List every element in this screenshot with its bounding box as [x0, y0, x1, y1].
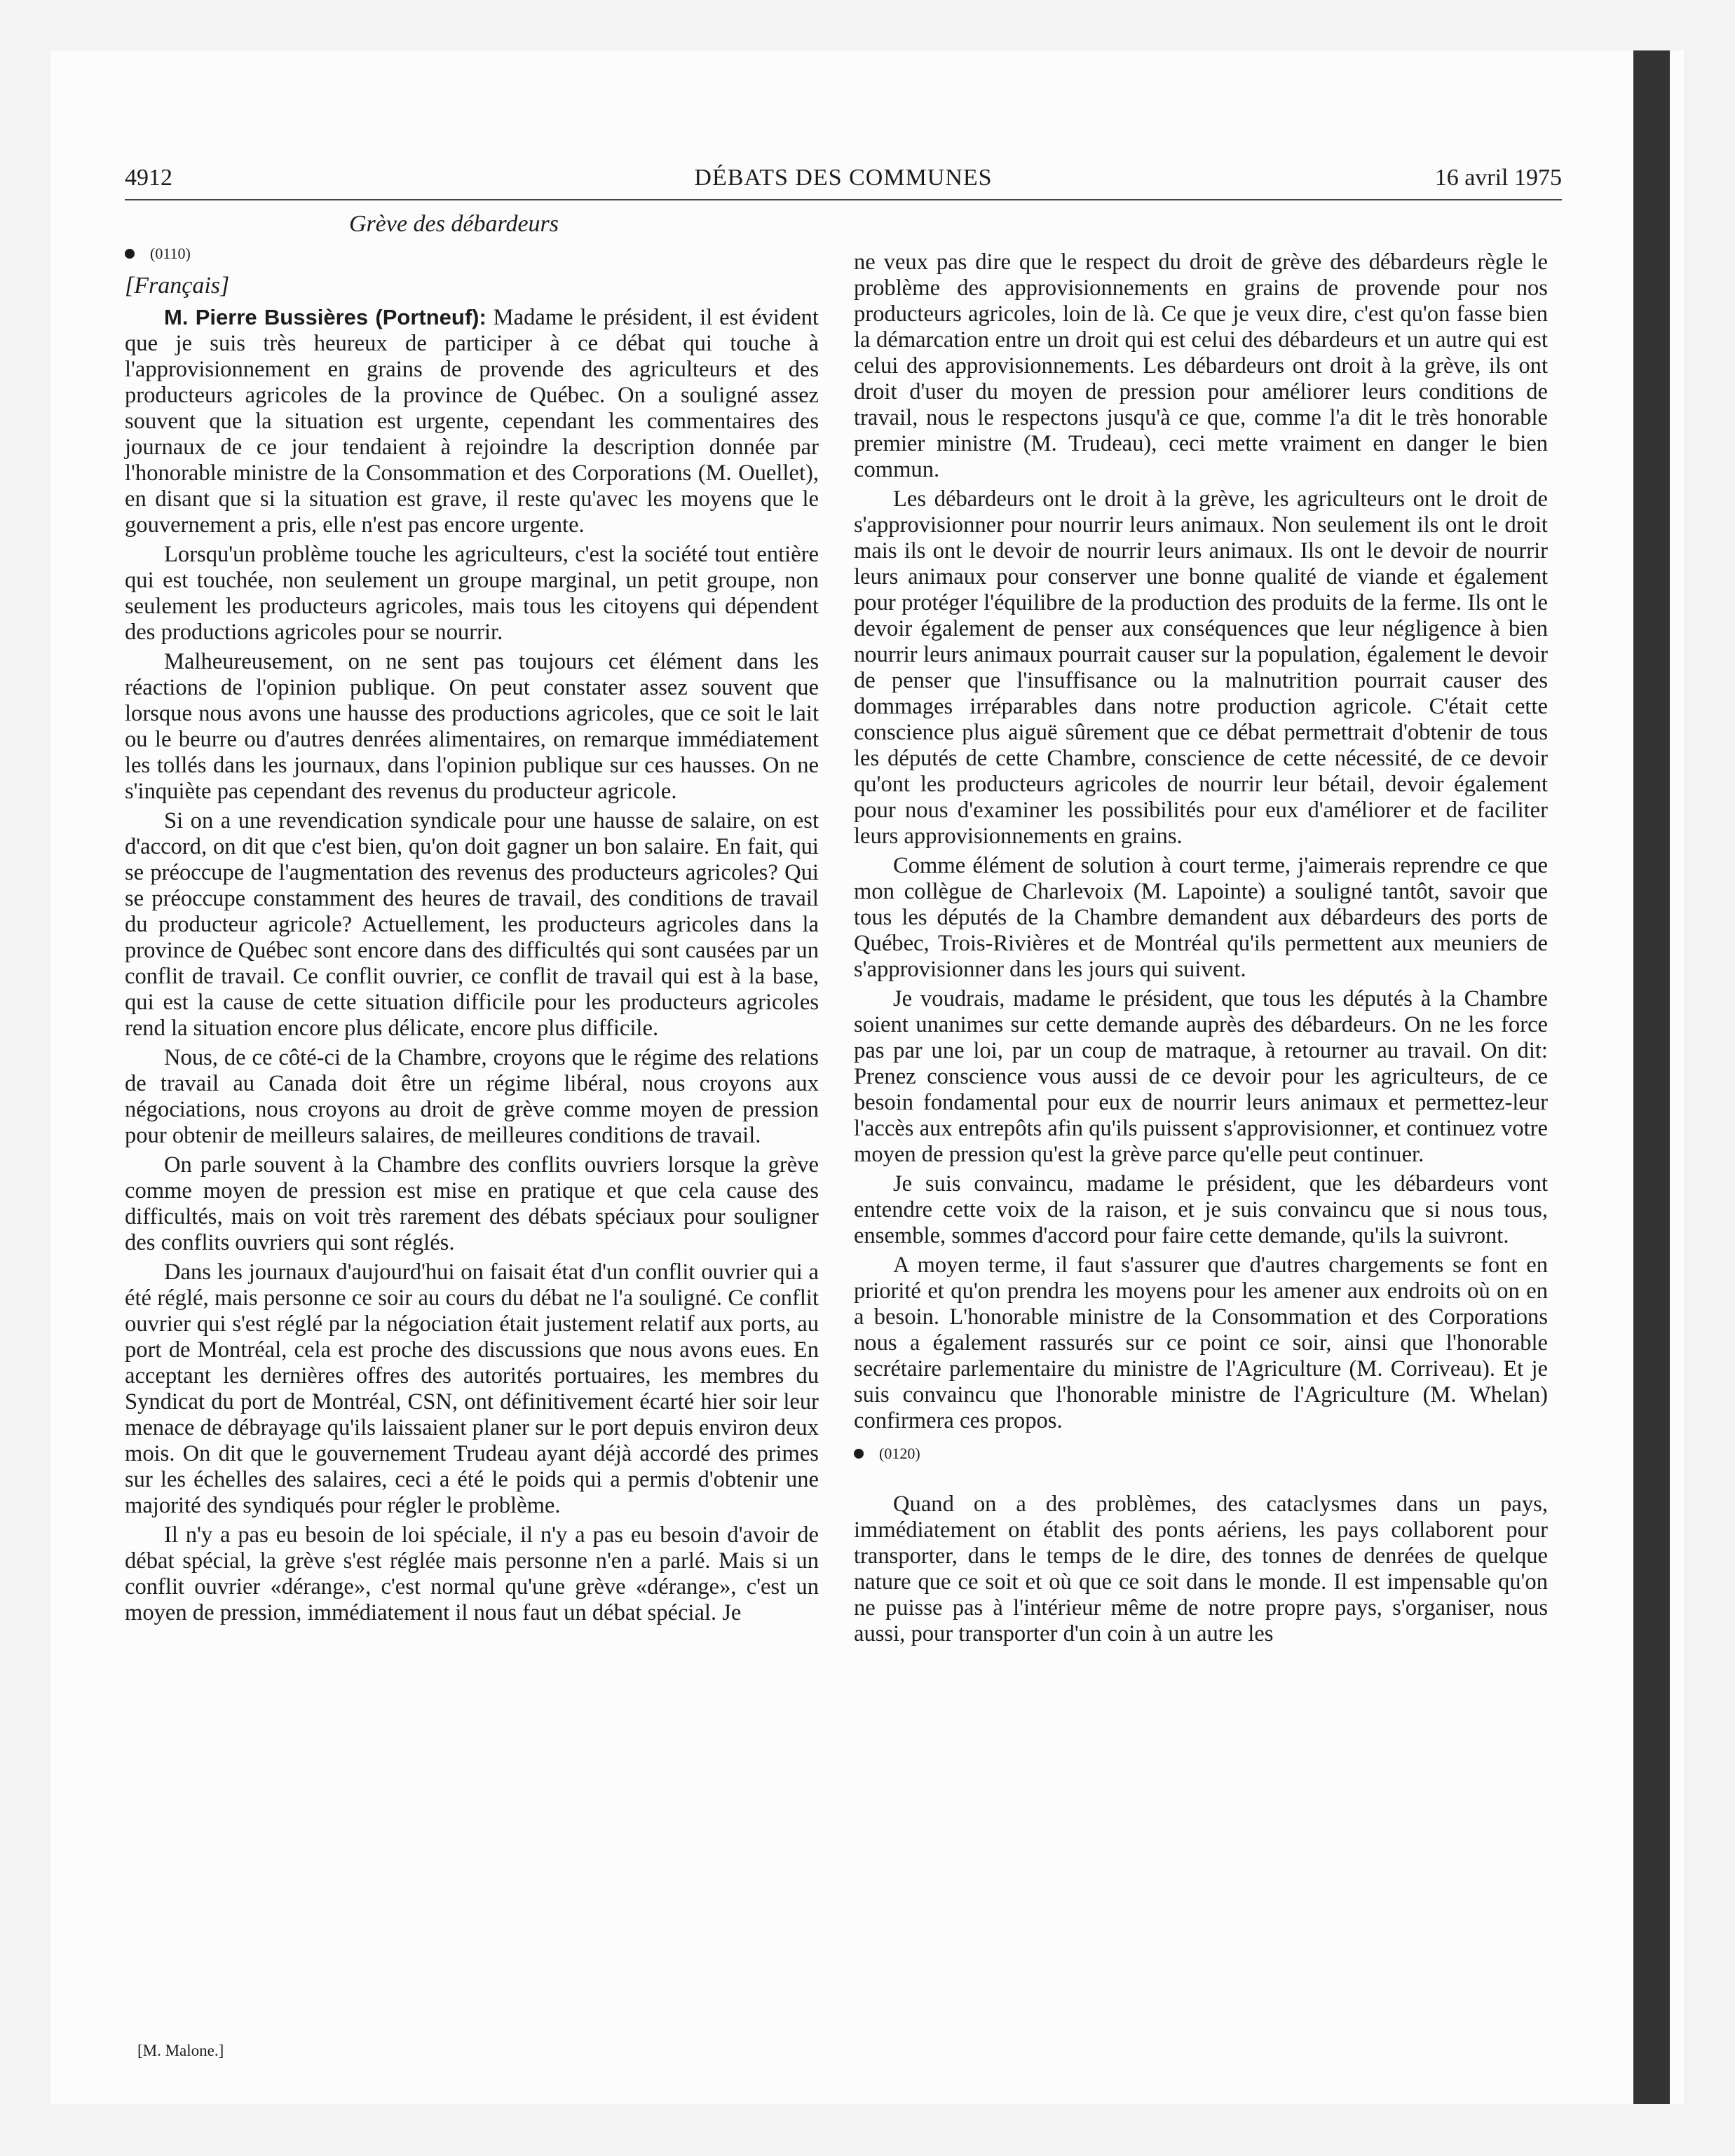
publication-title: DÉBATS DES COMMUNES [694, 165, 993, 191]
paragraph: On parle souvent à la Chambre des conflits ouvriers lorsque la grève comme moyen de pression est mise en pratique et que cela cause des difficultés, mais on voit très rarement des débats spéciaux pour souligner des conflits ouvriers qui sont réglés. [125, 1152, 819, 1255]
paragraph: ne veux pas dire que le respect du droit de grève des débardeurs règle le problème des approvisionnements en grains de provende pour nos producteurs agricoles, loin de là. Ce que je veux dire, c'est qu'on fasse bien la démarcation entre un droit qui est celui des débardeurs et un autre qui est celui des approvisionnements. Les débardeurs ont droit à la grève, ils ont droit d'user du moyen de pression pour améliorer leurs conditions de travail, nous le respectons jusqu'à ce que, comme l'a dit le très honorable premier ministre (M. Trudeau), ceci mette vraiment en danger le bien commun. [854, 250, 1548, 482]
time-marker-label: (0120) [879, 1445, 920, 1462]
page-header [125, 160, 1562, 200]
time-marker [125, 244, 819, 264]
paragraph: Comme élément de solution à court terme, j'aimerais reprendre ce que mon collègue de Charlevoix (M. Lapointe) a souligné tantôt, savoir que tous les députés de la Chambre demandent aux débardeurs des ports de Québec, Trois-Rivières et de Montréal qu'ils permettent aux meuniers de s'approvisionner dans les jours qui suivent. [854, 853, 1548, 982]
paragraph: Quand on a des problèmes, des cataclysmes dans un pays, immédiatement on établit des ponts aériens, les pays collaborent pour transporter, dans le temps de le dire, des tonnes de denrées de quelque nature que ce soit et où que ce soit dans le monde. Il est impensable qu'on ne puisse pas à l'intérieur même de notre propre pays, s'organiser, nous aussi, pour transporter d'un coin à un autre les [854, 1492, 1548, 1646]
bullet-icon [125, 249, 135, 259]
paragraph-text: Madame le président, il est évident que je suis très heureux de participer à ce débat qui touche à l'approvisionnement en grains de provende des agriculteurs et des producteurs agricoles de la province de Québec. On a souligné assez souvent que la situation est urgente, cependant les commentaires des journaux de ce jour tendaient à rejoindre la description donnée par l'honorable ministre de la Consommation et des Corporations (M. Ouellet), en disant que si la situation est grave, il reste qu'avec les moyens que le gouvernement a pris, elle n'est pas encore urgente. [125, 305, 819, 538]
page-date: 16 avril 1975 [1434, 165, 1562, 191]
bullet-icon [854, 1449, 864, 1459]
scan-edge-bar [1633, 50, 1670, 2104]
language-tag: [Français] [125, 273, 230, 299]
time-marker [854, 1444, 1548, 1464]
paragraph [125, 304, 819, 538]
paragraph: A moyen terme, il faut s'assurer que d'autres chargements se font en priorité et qu'on prendra les moyens pour les amener aux endroits où on en a besoin. L'honorable ministre de la Consommation et des Corporations nous a également rassurés sur ce point ce soir, ainsi que l'honorable secrétaire parlementaire du ministre de l'Agriculture (M. Corriveau). Et je suis convaincu que l'honorable ministre de l'Agriculture (M. Whelan) confirmera ces propos. [854, 1253, 1548, 1433]
paragraph: Dans les journaux d'aujourd'hui on faisait état d'un conflit ouvrier qui a été réglé, mais personne ce soir au cours du débat ne l'a souligné. Ce conflit ouvrier qui s'est réglé par la négociation était justement relatif aux ports, au port de Montréal, cela est proche des discussions que nous avons eues. En acceptant les dernières offres des autorités portuaires, les membres du Syndicat du port de Montréal, CSN, ont définitivement écarté hier soir leur menace de débrayage qu'ils laissaient planer sur le port depuis environ deux mois. On dit que le gouvernement Trudeau ayant déjà accordé des primes sur les échelles des salaires, ceci a été le poids qui a permis d'obtenir une majorité des syndiqués pour régler le problème. [125, 1260, 819, 1518]
time-marker-label: (0110) [150, 245, 191, 262]
paragraph: Je voudrais, madame le président, que tous les députés à la Chambre soient unanimes sur cette demande auprès des débardeurs. On ne les force pas par une loi, par un coup de matraque, à retourner au travail. On dit: Prenez conscience vous aussi de ce devoir pour les agriculteurs, de ce besoin fondamental pour eux de nourrir leurs animaux et permettez-leur l'accès aux entrepôts afin qu'ils puissent s'approvisionner, et continuez votre moyen de pression qu'est la grève parce qu'elle peut continuer. [854, 986, 1548, 1167]
right-column [854, 250, 1548, 1647]
left-column [125, 210, 819, 1626]
paragraph: Lorsqu'un problème touche les agriculteurs, c'est la société tout entière qui est touchée, non seulement un groupe marginal, un petit groupe, non seulement les producteurs agricoles, mais tous les citoyens qui dépendent des productions agricoles pour se nourrir. [125, 542, 819, 645]
paragraph: Je suis convaincu, madame le président, que les débardeurs vont entendre cette voix de la raison, et je suis convaincu que si nous tous, ensemble, sommes d'accord pour faire cette demande, qu'ils la suivront. [854, 1171, 1548, 1248]
section-title: Grève des débardeurs [349, 211, 559, 237]
paragraph: Nous, de ce côté-ci de la Chambre, croyons que le régime des relations de travail au Canada doit être un régime libéral, nous croyons aux négociations, nous croyons au droit de grève comme moyen de pression pour obtenir de meilleurs salaires, de meilleures conditions de travail. [125, 1045, 819, 1148]
paragraph: Si on a une revendication syndicale pour une hausse de salaire, on est d'accord, on dit que c'est bien, qu'on doit gagner un bon salaire. En fait, qui se préoccupe de l'augmentation des revenus des producteurs agricoles? Qui se préoccupe constamment des heures de travail, des conditions de travail du producteur agricole? Actuellement, les producteurs agricoles dans la province de Québec sont encore dans des difficultés qui sont causées par un conflit de travail. Ce conflit ouvrier, ce conflit de travail qui est à la base, qui est la cause de cette situation difficile pour les producteurs agricoles rend la situation encore plus délicate, encore plus difficile. [125, 808, 819, 1041]
speaker-name: M. Pierre Bussières (Portneuf): [164, 305, 487, 329]
paragraph: Les débardeurs ont le droit à la grève, les agriculteurs ont le droit de s'approvisionner pour nourrir leurs animaux. Non seulement ils ont le droit mais ils ont le devoir de nourrir leurs animaux. Ils ont le devoir de nourrir leurs animaux pour conserver une bonne qualité de viande et également pour protéger l'équilibre de la production des produits de la ferme. Ils ont le devoir également de penser aux conséquences que leur négligence à bien nourrir leurs animaux pourrait causer sur la population, également le devoir de penser que l'insuffisance ou la malnutrition pourrait causer des dommages irréparables dans notre production agricole. C'était cette conscience plus aiguë sûrement que ce débat permettrait d'obtenir de tous les députés de cette Chambre, conscience de cette nécessité, de ce devoir qu'ont les producteurs agricoles de nourrir leur bétail, devoir également pour nous d'examiner les possibilités pour eux d'améliorer et de faciliter leurs approvisionnements en grains. [854, 486, 1548, 849]
paragraph: Il n'y a pas eu besoin de loi spéciale, il n'y a pas eu besoin d'avoir de débat spécial, la grève s'est réglée mais personne n'en a parlé. Mais si un conflit ouvrier «dérange», c'est normal qu'une grève «dérange», c'est un moyen de pression, immédiatement il nous faut un débat spécial. Je [125, 1522, 819, 1625]
paragraph: Malheureusement, on ne sent pas toujours cet élément dans les réactions de l'opinion publique. On peut constater assez souvent que lorsque nous avons une hausse des productions agricoles, que ce soit le lait ou le beurre ou d'autres denrées alimentaires, on remarque immédiatement les tollés dans les journaux, dans l'opinion publique sur ces hausses. On ne s'inquiète pas cependant des revenus du producteur agricole. [125, 649, 819, 804]
footer-attribution: [M. Malone.] [137, 2042, 224, 2059]
page-number: 4912 [125, 165, 172, 191]
